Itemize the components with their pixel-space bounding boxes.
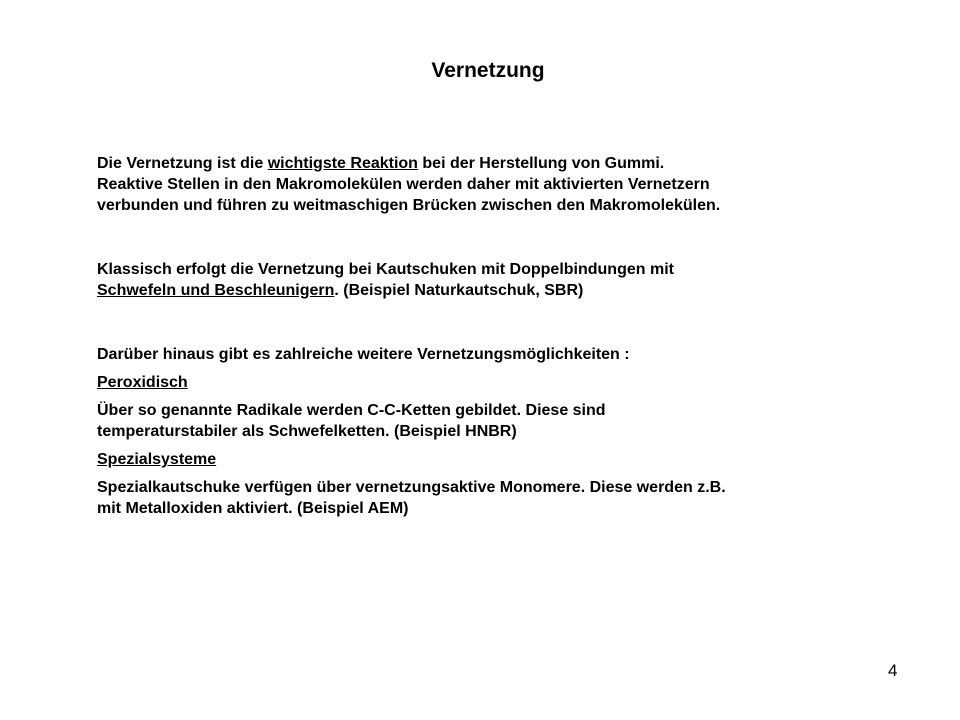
more-intro: Darüber hinaus gibt es zahlreiche weitere Vernetzungsmöglichkeiten :	[97, 346, 630, 363]
classic-line-2	[97, 280, 857, 301]
classic-line-1: Klassisch erfolgt die Vernetzung bei Kautschuken mit Doppelbindungen mit	[97, 261, 674, 278]
peroxidisch-line-1: Über so genannte Radikale werden C-C-Ketten gebildet. Diese sind	[97, 402, 606, 419]
intro-line-3: verbunden und führen zu weitmaschigen Brücken zwischen den Makromolekülen.	[97, 197, 721, 214]
intro-line-1	[97, 153, 857, 174]
classic-text-b: . (Beispiel Naturkautschuk, SBR)	[334, 282, 584, 299]
spezialsysteme-line-2: mit Metalloxiden aktiviert. (Beispiel AEM)	[97, 500, 409, 517]
classic-paragraph	[97, 259, 857, 301]
intro-underlined-term: wichtigste Reaktion	[267, 155, 418, 172]
spezialsysteme-heading: Spezialsysteme	[97, 451, 217, 468]
intro-paragraph	[97, 153, 857, 216]
peroxidisch-paragraph	[97, 400, 857, 442]
spezialsysteme-paragraph	[97, 477, 857, 519]
intro-line-2: Reaktive Stellen in den Makromolekülen werden daher mit aktivierten Vernetzern	[97, 176, 710, 193]
spezialsysteme-line-1: Spezialkautschuke verfügen über vernetzungsaktive Monomere. Diese werden z.B.	[97, 479, 726, 496]
peroxidisch-line-2: temperaturstabiler als Schwefelketten. (Beispiel HNBR)	[97, 423, 517, 440]
classic-underlined-term: Schwefeln und Beschleunigern	[97, 282, 335, 299]
intro-text-a: Die Vernetzung ist die	[97, 155, 268, 172]
slide-title: Vernetzung	[431, 59, 545, 82]
intro-text-b: bei der Herstellung von Gummi.	[417, 155, 665, 172]
peroxidisch-heading: Peroxidisch	[97, 374, 188, 391]
page-number: 4	[888, 661, 898, 680]
slide-body	[97, 153, 857, 519]
